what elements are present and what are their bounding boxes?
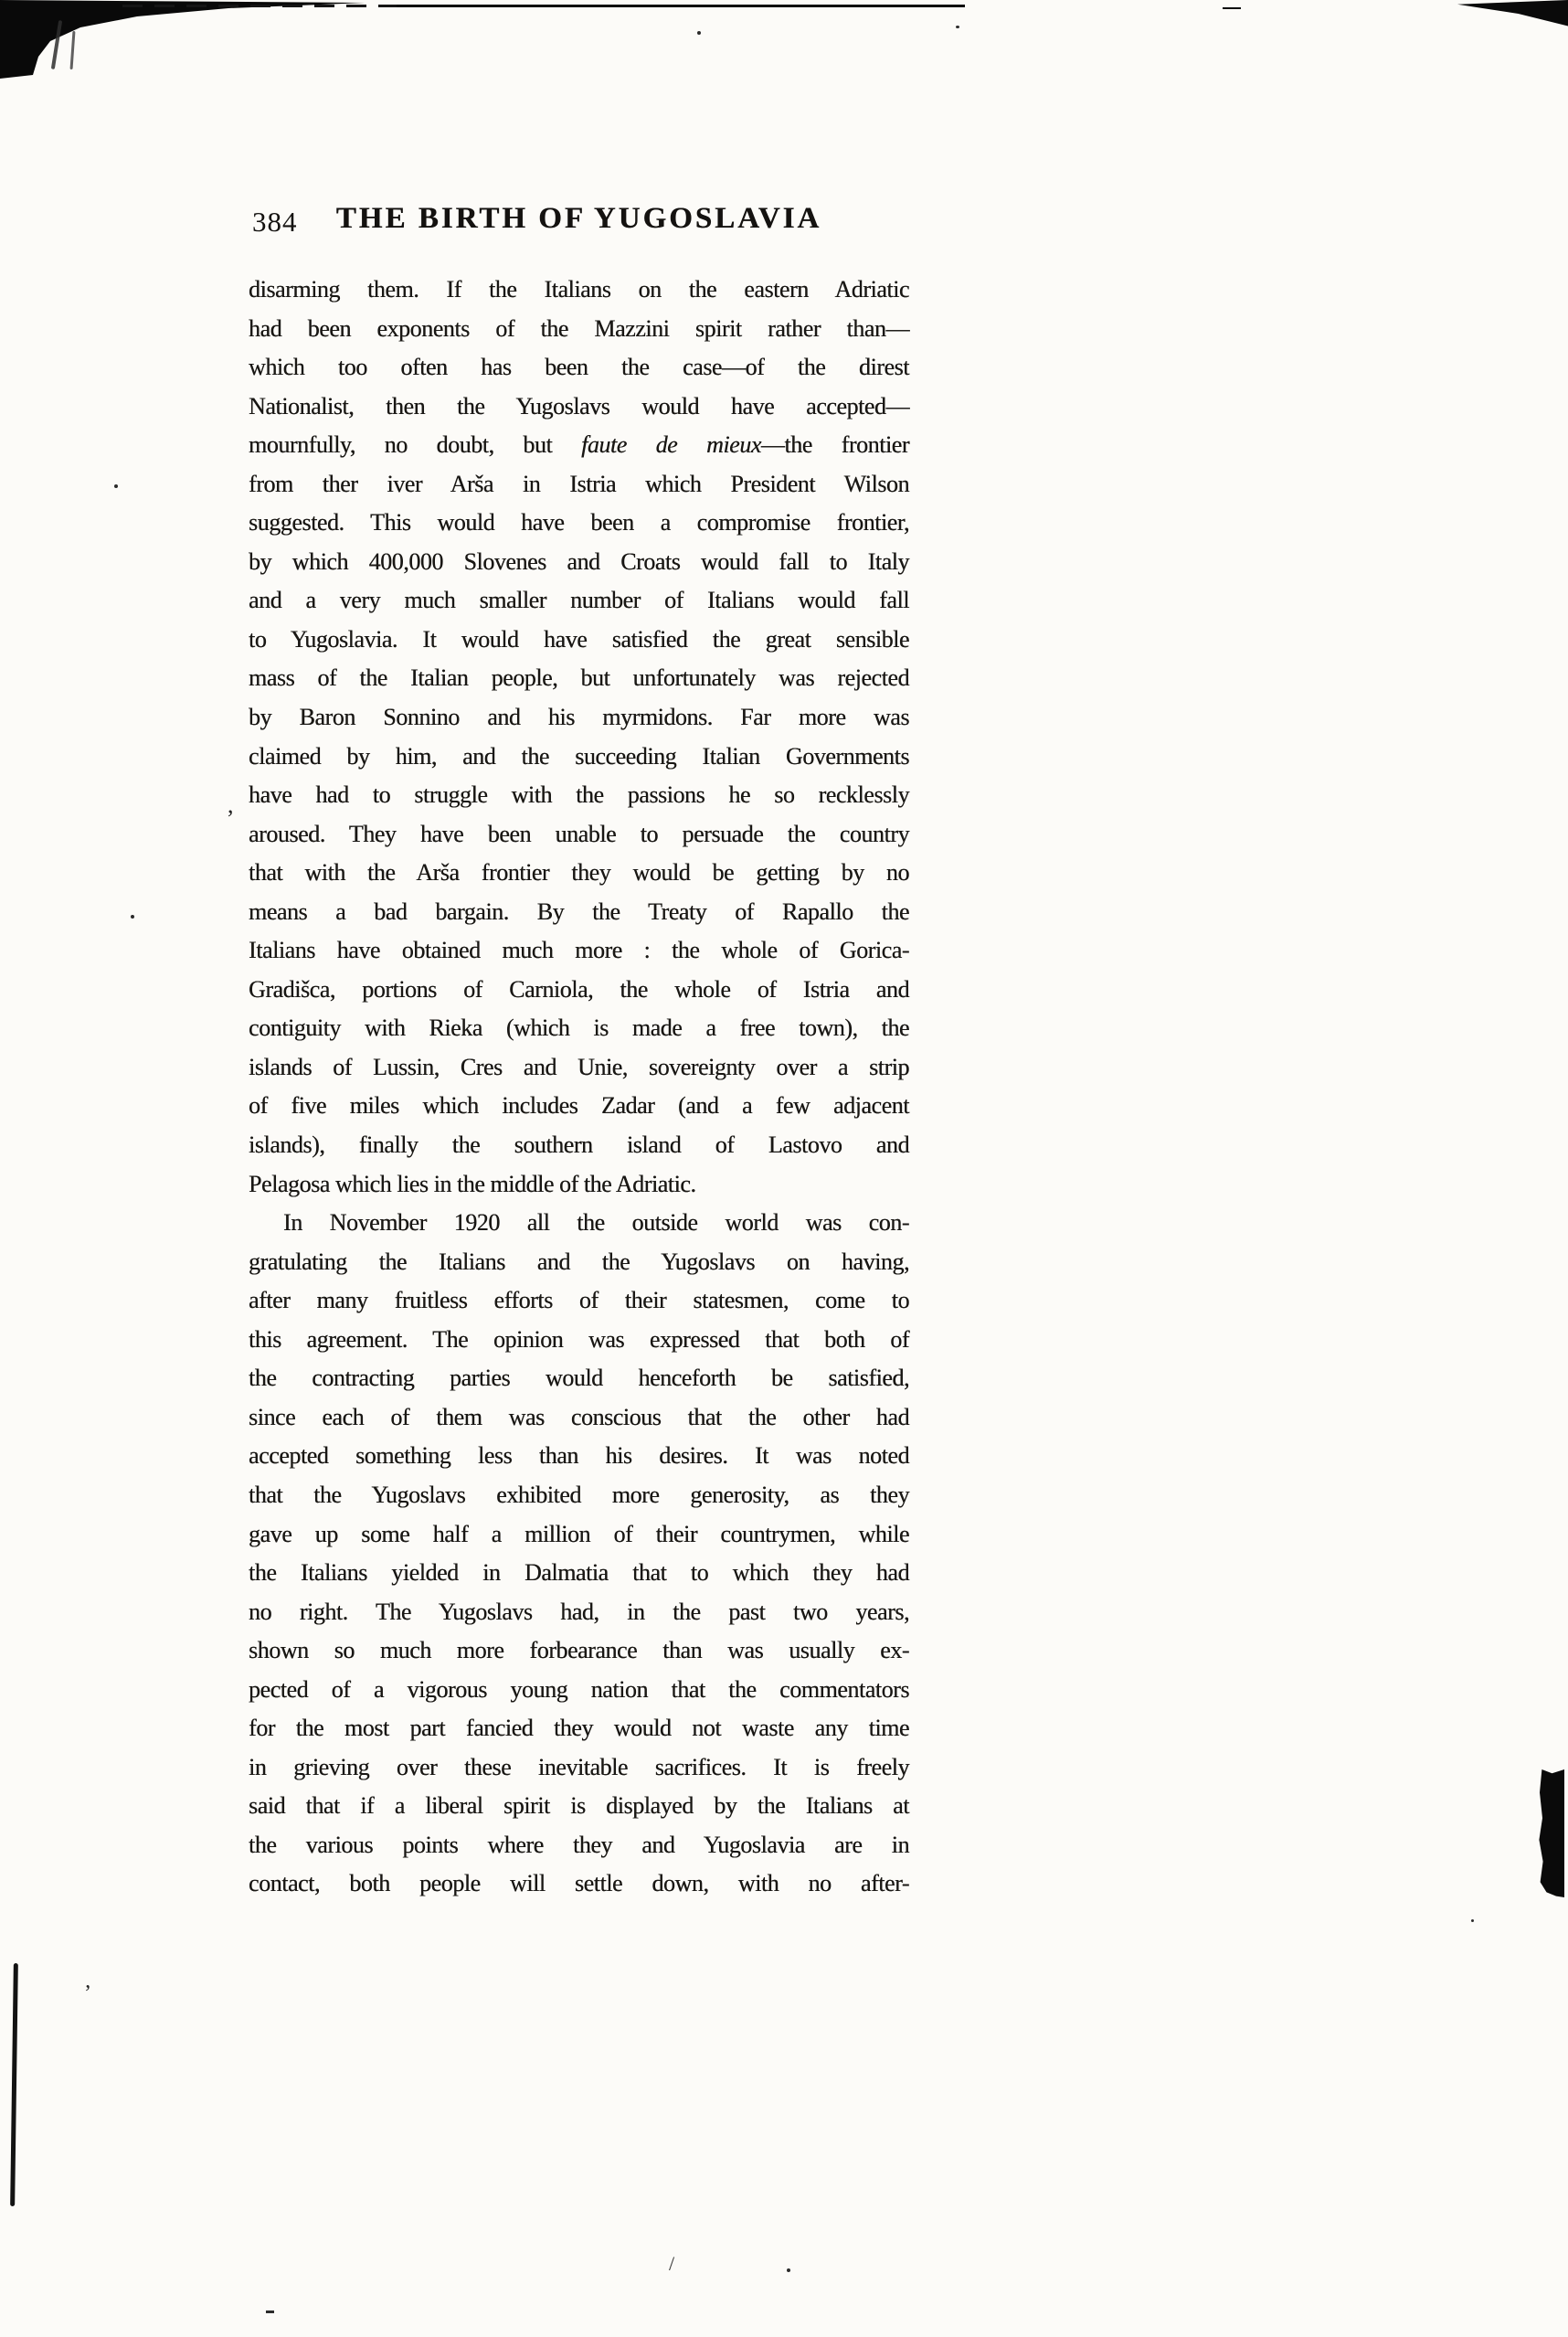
text-segment: since each of them was conscious that the other had bbox=[249, 1403, 909, 1430]
text-line bbox=[249, 1671, 909, 1710]
text-line bbox=[249, 698, 909, 738]
text-segment: accepted something less than his desires. It was noted bbox=[249, 1442, 909, 1470]
running-title: THE BIRTH OF YUGOSLAVIA bbox=[335, 202, 822, 235]
text-segment: by which 400,000 Slovenes and Croats would fall to Italy bbox=[249, 547, 909, 575]
text-segment: no right. The Yugoslavs had, in the past two years, bbox=[249, 1598, 909, 1625]
text-line bbox=[249, 931, 909, 971]
text-line bbox=[249, 426, 909, 465]
text-segment: Italians have obtained much more : the whole of Gorica- bbox=[249, 937, 909, 964]
text-segment: the contracting parties would henceforth be satisfied, bbox=[249, 1365, 909, 1392]
text-line bbox=[249, 1748, 909, 1788]
text-segment: the various points where they and Yugoslavia are in bbox=[249, 1831, 909, 1858]
text-line bbox=[249, 504, 909, 543]
text-segment: Gradišca, portions of Carniola, the whole of Istria and bbox=[249, 975, 909, 1003]
text-line bbox=[249, 348, 909, 388]
speck bbox=[114, 484, 118, 488]
text-line bbox=[249, 971, 909, 1010]
text-segment: —the frontier bbox=[760, 431, 909, 459]
text-segment: said that if a liberal spirit is displayed by the Italians at bbox=[249, 1792, 909, 1820]
text-line bbox=[249, 1321, 909, 1360]
text-segment: Pelagosa which lies in the middle of the Adriatic. bbox=[249, 1170, 696, 1197]
text-segment: in grieving over these inevitable sacrifices. It is freely bbox=[249, 1753, 909, 1780]
text-line bbox=[249, 1476, 909, 1515]
text-line bbox=[249, 1126, 909, 1165]
ink-wedge-top-right bbox=[1457, 0, 1568, 31]
text-segment: to Yugoslavia. It would have satisfied the great sensible bbox=[249, 625, 909, 653]
text-segment: mournfully, no doubt, but bbox=[249, 431, 582, 459]
text-line bbox=[249, 543, 909, 582]
text-line bbox=[249, 659, 909, 698]
text-line bbox=[249, 1048, 909, 1088]
top-edge-line-dashed bbox=[122, 5, 397, 7]
speck bbox=[697, 31, 701, 35]
text-line bbox=[249, 310, 909, 349]
text-segment: for the most part fancied they would not waste any time bbox=[249, 1715, 909, 1742]
text-line bbox=[249, 815, 909, 855]
text-segment: this agreement. The opinion was expressed that both of bbox=[249, 1325, 909, 1353]
text-line bbox=[249, 1709, 909, 1748]
text-segment: aroused. They have been unable to persuade the country bbox=[249, 820, 909, 847]
text-segment: by Baron Sonnino and his myrmidons. Far more was bbox=[249, 704, 909, 731]
text-segment: pected of a vigorous young nation that the commentators bbox=[249, 1675, 909, 1703]
text-line bbox=[249, 1204, 909, 1243]
text-line bbox=[249, 1087, 909, 1126]
page-header bbox=[249, 202, 909, 244]
text-segment: that the Yugoslavs exhibited more generosity, as they bbox=[249, 1481, 909, 1508]
text-line bbox=[249, 776, 909, 815]
text-line bbox=[249, 1631, 909, 1671]
text-segment: islands of Lussin, Cres and Unie, sovereignty over a strip bbox=[249, 1053, 909, 1080]
text-line bbox=[249, 893, 909, 932]
text-line bbox=[249, 1359, 909, 1398]
top-edge-line bbox=[397, 5, 965, 7]
stray-mark-apostrophe: ’ bbox=[84, 1981, 91, 2005]
text-segment: gratulating the Italians and the Yugoslavs on having, bbox=[249, 1248, 909, 1275]
text-segment: that with the Arša frontier they would be getting by no bbox=[249, 859, 909, 887]
text-segment: mass of the Italian people, but unfortunately was rejected bbox=[249, 664, 909, 692]
text-line bbox=[249, 621, 909, 660]
speck bbox=[1471, 1919, 1474, 1922]
text-segment: and a very much smaller number of Italians would fall bbox=[249, 587, 909, 614]
text-segment: after many fruitless efforts of their statesmen, come to bbox=[249, 1287, 909, 1314]
page-number: 384 bbox=[252, 206, 298, 238]
text-segment: shown so much more forbearance than was usually ex- bbox=[249, 1637, 909, 1664]
text-segment: contact, both people will settle down, with no after- bbox=[249, 1870, 909, 1897]
text-segment: which too often has been the case—of the direst bbox=[249, 354, 909, 381]
text-line bbox=[249, 1787, 909, 1826]
text-segment: gave up some half a million of their countrymen, while bbox=[249, 1520, 909, 1547]
italic-phrase: faute de mieux bbox=[581, 431, 761, 459]
text-line bbox=[249, 854, 909, 893]
text-segment: have had to struggle with the passions he so recklessly bbox=[249, 781, 909, 809]
text-line bbox=[249, 1554, 909, 1593]
text-segment: In November 1920 all the outside world was con- bbox=[283, 1209, 909, 1237]
stray-mark-dash bbox=[266, 2310, 274, 2313]
text-line bbox=[249, 1243, 909, 1282]
text-segment: disarming them. If the Italians on the eastern Adriatic bbox=[249, 276, 909, 303]
speck bbox=[131, 915, 134, 919]
text-line bbox=[249, 1281, 909, 1321]
text-line bbox=[249, 1437, 909, 1476]
text-segment: islands), finally the southern island of Lastovo and bbox=[249, 1131, 909, 1159]
text-segment: contiguity with Rieka (which is made a free town), the bbox=[249, 1014, 909, 1042]
text-line bbox=[249, 465, 909, 505]
text-segment: Nationalist, then the Yugoslavs would have accepted— bbox=[249, 392, 909, 420]
speck bbox=[956, 26, 959, 28]
text-segment: the Italians yielded in Dalmatia that to which they had bbox=[249, 1559, 909, 1587]
text-line bbox=[249, 581, 909, 621]
scratch-line-bottom-left bbox=[10, 1963, 18, 2206]
stray-mark-slash: / bbox=[669, 2252, 675, 2275]
text-line bbox=[249, 1593, 909, 1632]
text-segment: of five miles which includes Zadar (and a few adjacent bbox=[249, 1092, 909, 1120]
ink-smudge-right-edge bbox=[1537, 1769, 1564, 1897]
text-segment: claimed by him, and the succeeding Italian Governments bbox=[249, 742, 909, 770]
text-column bbox=[249, 271, 909, 1904]
text-line bbox=[249, 271, 909, 310]
text-line bbox=[249, 1009, 909, 1048]
text-line bbox=[249, 1515, 909, 1555]
text-line bbox=[249, 1826, 909, 1865]
text-segment: suggested. This would have been a compromise frontier, bbox=[249, 509, 909, 536]
text-line bbox=[249, 1165, 909, 1205]
text-segment: from ther iver Arša in Istria which President Wilson bbox=[249, 470, 909, 497]
stray-mark-comma: , bbox=[228, 791, 234, 818]
speck bbox=[787, 2268, 790, 2272]
text-line bbox=[249, 738, 909, 777]
top-edge-dash bbox=[1223, 7, 1241, 9]
text-segment: means a bad bargain. By the Treaty of Rapallo the bbox=[249, 898, 909, 925]
text-segment: had been exponents of the Mazzini spirit rather than— bbox=[249, 314, 909, 342]
text-line bbox=[249, 388, 909, 427]
text-line bbox=[249, 1398, 909, 1438]
text-line bbox=[249, 1864, 909, 1904]
